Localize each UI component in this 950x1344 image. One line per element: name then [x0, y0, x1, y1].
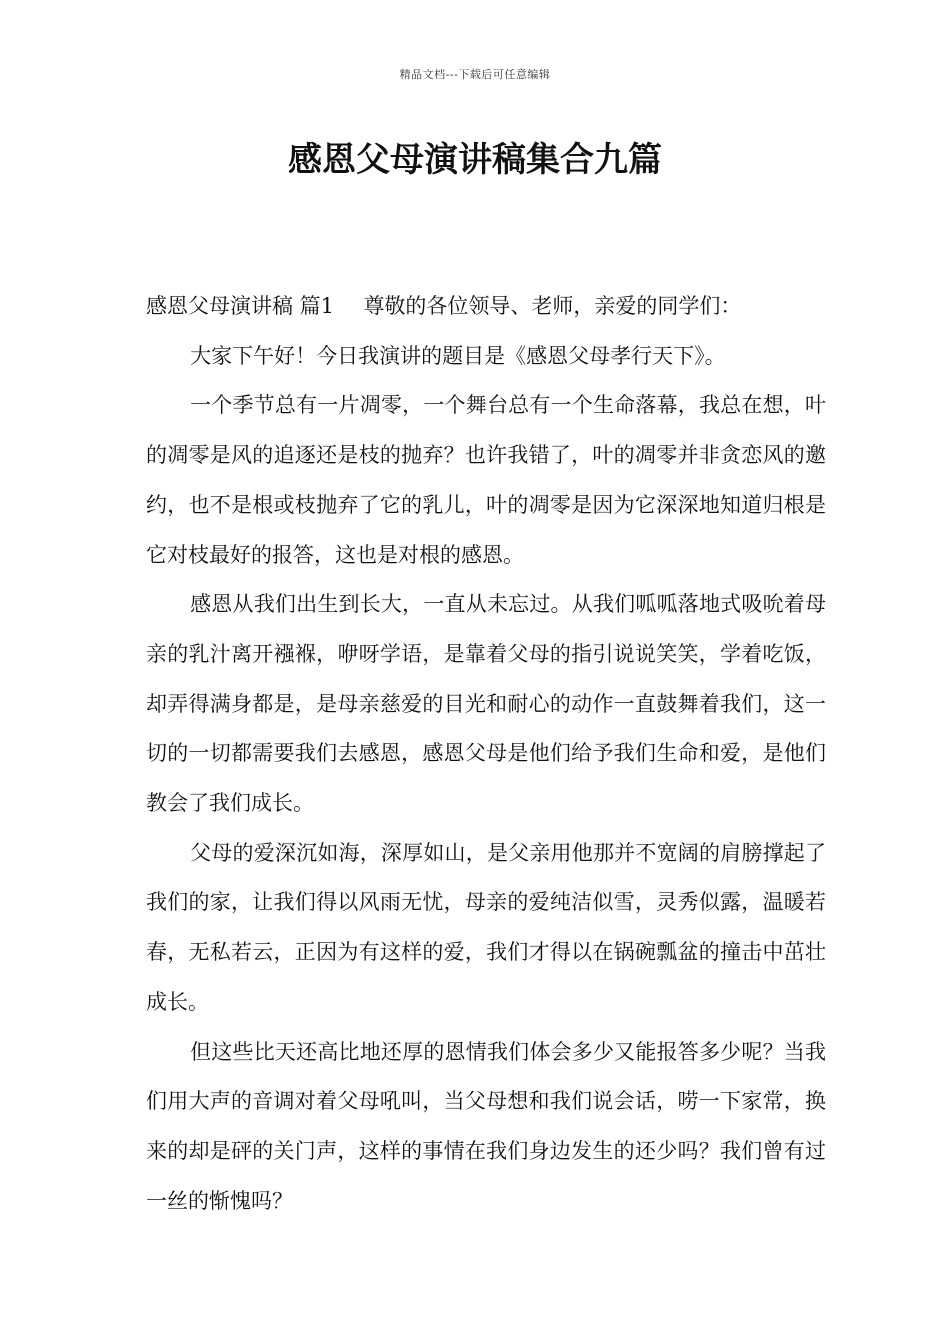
paragraph: 但这些比天还高比地还厚的恩情我们体会多少又能报答多少呢？当我们用大声的音调对着父母吼叫，当父母想和我们说会话，唠一下家常，换来的却是砰的关门声，这样的事情在我们身边发生的还少吗？我们曾有过一丝的惭愧吗？: [146, 1039, 826, 1213]
opening-line: [146, 282, 826, 332]
paragraph: 父母的爱深沉如海，深厚如山，是父亲用他那并不宽阔的肩膀撑起了我们的家，让我们得以风雨无忧，母亲的爱纯洁似雪，灵秀似露，温暖若春，无私若云，正因为有这样的爱，我们才得以在锅碗瓢盆的撞击中茁壮成长。: [146, 840, 826, 1014]
paragraph: 一个季节总有一片凋零，一个舞台总有一个生命落幕，我总在想，叶的凋零是风的追逐还是枝的抛弃？也许我错了，叶的凋零并非贪恋风的邀约，也不是根或枝抛弃了它的乳儿，叶的凋零是因为它深深地知道归根是它对枝最好的报答，这也是对根的感恩。: [146, 393, 826, 567]
paragraph: 感恩从我们出生到长大，一直从未忘过。从我们呱呱落地式吸吮着母亲的乳汁离开襁褓，咿呀学语，是靠着父母的指引说说笑笑，学着吃饭，却弄得满身都是，是母亲慈爱的目光和耐心的动作一直鼓舞着我们，这一切的一切都需要我们去感恩，感恩父母是他们给予我们生命和爱，是他们教会了我们成长。: [146, 592, 826, 816]
document-title: 感恩父母演讲稿集合九篇: [288, 140, 662, 180]
document-body: [146, 282, 826, 1226]
header-note: 精品文档---下载后可任意编辑: [399, 68, 551, 81]
section-heading: 感恩父母演讲稿 篇1: [146, 294, 335, 318]
salutation: 尊敬的各位领导、老师，亲爱的同学们：: [363, 294, 742, 318]
paragraph: 大家下午好！今日我演讲的题目是《感恩父母孝行天下》。: [190, 343, 726, 368]
